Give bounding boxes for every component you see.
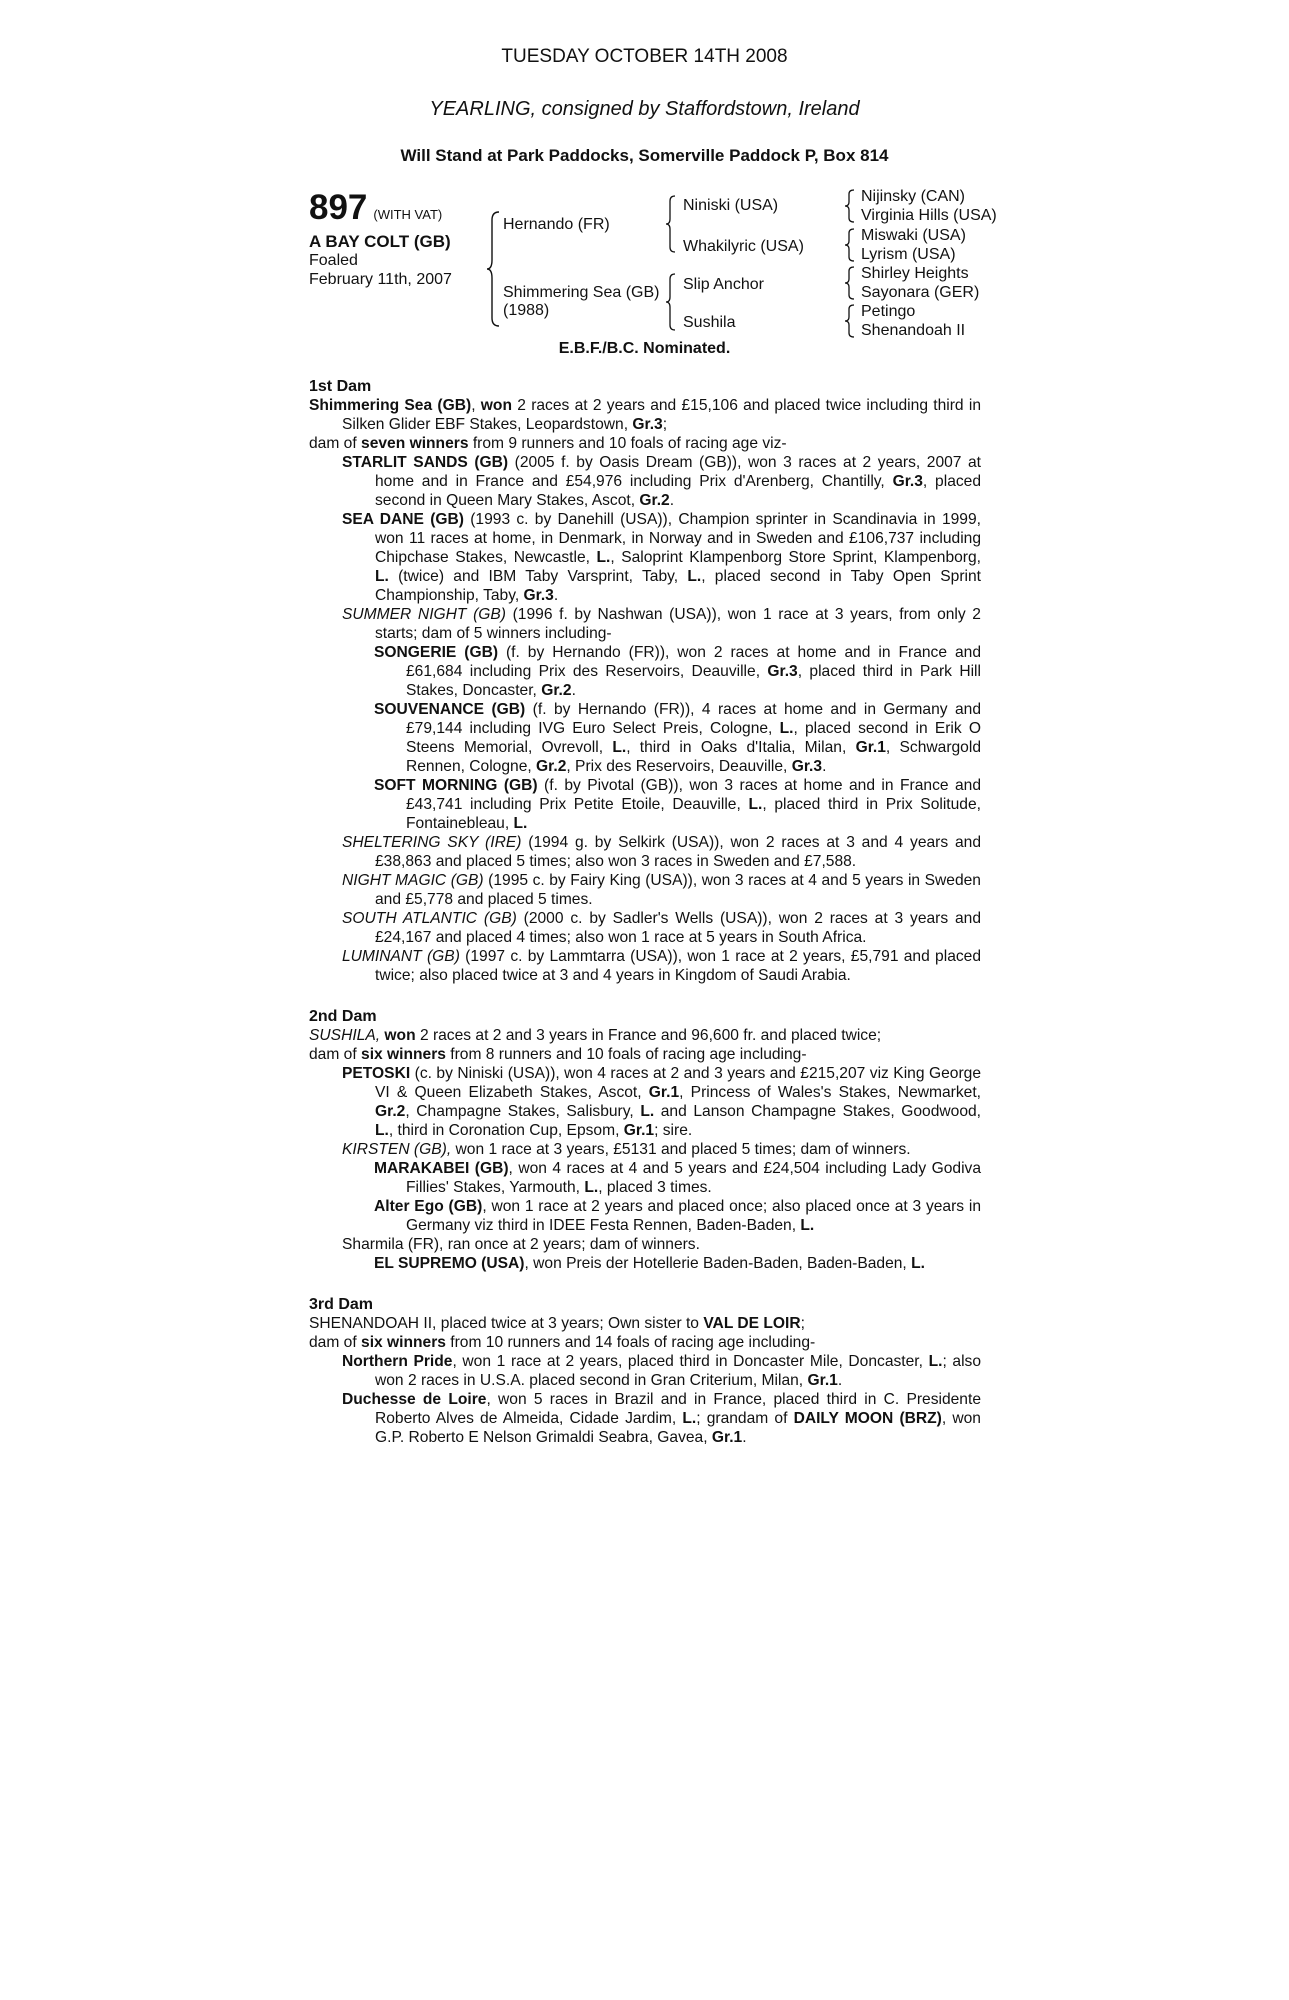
progeny-entry: SHELTERING SKY (IRE) (1994 g. by Selkirk (USA)), won 2 races at 3 and 4 years and £38,863 and placed 5 times; also won 3 races in Sweden and £7,588. xyxy=(342,834,981,870)
pedigree-sss: Nijinsky (CAN) xyxy=(861,188,965,205)
pedigree-sdd: Lyrism (USA) xyxy=(861,246,956,263)
pedigree-brace-sd xyxy=(844,227,856,263)
pedigree-brace-sire xyxy=(665,194,677,254)
pedigree-dam-year: (1988) xyxy=(503,302,550,319)
vat-note: (WITH VAT) xyxy=(373,207,443,223)
grand-progeny-entry: SONGERIE (GB) (f. by Hernando (FR)), won 2 races at home and in France and £61,684 including Prix des Reservoirs, Deauville, Gr.3, placed third in Park Hill Stakes, Doncaster, Gr.2. xyxy=(374,644,981,699)
foaled-label: Foaled xyxy=(309,252,358,269)
progeny-entry: KIRSTEN (GB), won 1 race at 3 years, £5131 and placed 5 times; dam of winners. xyxy=(342,1141,911,1158)
pedigree-brace-gen1 xyxy=(485,210,501,328)
pedigree-brace-dam xyxy=(665,272,677,332)
progeny-entry: LUMINANT (GB) (1997 c. by Lammtarra (USA)), won 1 race at 2 years, £5,791 and placed twice; also placed twice at 3 and 4 years in Kingdom of Saudi Arabia. xyxy=(342,948,982,984)
third-dam-heading: 3rd Dam xyxy=(309,1296,374,1313)
horse-name: A BAY COLT (GB) xyxy=(309,232,451,251)
pedigree-brace-ss xyxy=(844,188,856,224)
pedigree-dam-sire: Slip Anchor xyxy=(683,276,764,293)
pedigree-dsd: Sayonara (GER) xyxy=(861,284,980,301)
progeny-entry: SOUTH ATLANTIC (GB) (2000 c. by Sadler's Wells (USA)), won 2 races at 3 years and £24,167 and placed 4 times; also won 1 race at 5 years in South Africa. xyxy=(342,910,981,946)
first-dam-produce: dam of seven winners from 9 runners and 10 foals of racing age viz- xyxy=(309,435,787,452)
produce-record xyxy=(309,377,981,1447)
progeny-entry: SEA DANE (GB) (1993 c. by Danehill (USA)), Champion sprinter in Scandinavia in 1999, won 11 races at home, in Denmark, in Norway and in Sweden and £106,737 including Chipchase Stakes, Newcastle, L., Saloprint Klampenborg Store Sprint, Klampenborg, L. (twice) and IBM Taby Varsprint, Taby, L., placed second in Taby Open Sprint Championship, Taby, Gr.3. xyxy=(342,511,981,604)
progeny-entry: PETOSKI (c. by Niniski (USA)), won 4 races at 2 and 3 years and £215,207 viz King George VI & Queen Elizabeth Stakes, Ascot, Gr.1, Princess of Wales's Stakes, Newmarket, Gr.2, Champagne Stakes, Salisbury, L. and Lanson Champagne Stakes, Goodwood, L., third in Coronation Cup, Epsom, Gr.1; sire. xyxy=(342,1065,982,1139)
stand-location: Will Stand at Park Paddocks, Somerville Paddock P, Box 814 xyxy=(400,146,889,165)
first-dam-section xyxy=(309,377,981,985)
lot-block xyxy=(309,188,452,289)
pedigree-dam xyxy=(503,284,660,320)
nomination-note: E.B.F./B.C. Nominated. xyxy=(558,340,731,357)
sale-date: TUESDAY OCTOBER 14TH 2008 xyxy=(501,46,788,67)
pedigree-dam-name: Shimmering Sea (GB) xyxy=(503,284,660,301)
progeny-entry: Duchesse de Loire, won 5 races in Brazil and in France, placed third in C. Presidente Roberto Alves de Almeida, Cidade Jardim, L.; grandam of DAILY MOON (BRZ), won G.P. Roberto E Nelson Grimaldi Seabra, Gavea, Gr.1. xyxy=(342,1391,981,1446)
grand-progeny-entry: SOFT MORNING (GB) (f. by Pivotal (GB)), won 3 races at home and in France and £43,741 including Prix Petite Etoile, Deauville, L., placed third in Prix Solitude, Fontainebleau, L. xyxy=(374,777,981,832)
third-dam-summary: SHENANDOAH II, placed twice at 3 years; Own sister to VAL DE LOIR; xyxy=(309,1315,805,1332)
pedigree-dss: Shirley Heights xyxy=(861,265,969,282)
grand-progeny-entry: SOUVENANCE (GB) (f. by Hernando (FR)), 4 races at home and in Germany and £79,144 including IVG Euro Select Preis, Cologne, L., placed second in Erik O Steens Memorial, Ovrevoll, L., third in Oaks d'Italia, Milan, Gr.1, Schwargold Rennen, Cologne, Gr.2, Prix des Reservoirs, Deauville, Gr.3. xyxy=(374,701,982,775)
consignment-line: YEARLING, consigned by Staffordstown, Ireland xyxy=(429,98,860,120)
progeny-entry: STARLIT SANDS (GB) (2005 f. by Oasis Dream (GB)), won 3 races at 2 years, 2007 at home and in France and £54,976 including Prix d'Arenberg, Chantilly, Gr.3, placed second in Queen Mary Stakes, Ascot, Gr.2. xyxy=(342,454,982,509)
pedigree-ssd: Virginia Hills (USA) xyxy=(861,207,997,224)
first-dam-summary: Shimmering Sea (GB), won 2 races at 2 years and £15,106 and placed twice including third in Silken Glider EBF Stakes, Leopardstown, Gr.3; xyxy=(309,397,981,433)
progeny-entry: SUMMER NIGHT (GB) (1996 f. by Nashwan (USA)), won 1 race at 3 years, from only 2 starts; dam of 5 winners including- xyxy=(342,606,981,642)
pedigree-sire-sire: Niniski (USA) xyxy=(683,197,779,214)
pedigree-brace-dd xyxy=(844,303,856,339)
pedigree-sire-dam: Whakilyric (USA) xyxy=(683,238,804,255)
grand-progeny-entry: Alter Ego (GB), won 1 race at 2 years and placed once; also placed once at 3 years in Germany viz third in IDEE Festa Rennen, Baden-Baden, L. xyxy=(374,1198,982,1234)
pedigree-sire: Hernando (FR) xyxy=(503,216,610,233)
progeny-entry: Northern Pride, won 1 race at 2 years, placed third in Doncaster Mile, Doncaster, L.; also won 2 races in U.S.A. placed second in Gran Criterium, Milan, Gr.1. xyxy=(342,1353,981,1389)
pedigree-ddd: Shenandoah II xyxy=(861,322,966,339)
grand-progeny-entry: EL SUPREMO (USA), won Preis der Hotellerie Baden-Baden, Baden-Baden, L. xyxy=(374,1255,925,1272)
progeny-entry: Sharmila (FR), ran once at 2 years; dam of winners. xyxy=(342,1236,700,1253)
pedigree-dds: Petingo xyxy=(861,303,916,320)
second-dam-summary: SUSHILA, won 2 races at 2 and 3 years in France and 96,600 fr. and placed twice; xyxy=(309,1027,882,1044)
third-dam-produce: dam of six winners from 10 runners and 14 foals of racing age including- xyxy=(309,1334,816,1351)
pedigree-sds: Miswaki (USA) xyxy=(861,227,966,244)
second-dam-produce: dam of six winners from 8 runners and 10 foals of racing age including- xyxy=(309,1046,807,1063)
progeny-entry: NIGHT MAGIC (GB) (1995 c. by Fairy King (USA)), won 3 races at 4 and 5 years in Sweden and £5,778 and placed 5 times. xyxy=(342,872,981,908)
second-dam-section xyxy=(309,1007,981,1273)
third-dam-section xyxy=(309,1295,981,1447)
pedigree-brace-ds xyxy=(844,265,856,301)
foaled-date: February 11th, 2007 xyxy=(309,271,452,288)
first-dam-heading: 1st Dam xyxy=(309,378,372,395)
second-dam-heading: 2nd Dam xyxy=(309,1008,377,1025)
grand-progeny-entry: MARAKABEI (GB), won 4 races at 4 and 5 years and £24,504 including Lady Godiva Fillies' Stakes, Yarmouth, L., placed 3 times. xyxy=(374,1160,981,1196)
pedigree-dam-dam: Sushila xyxy=(683,314,736,331)
lot-number: 897 xyxy=(309,188,368,227)
